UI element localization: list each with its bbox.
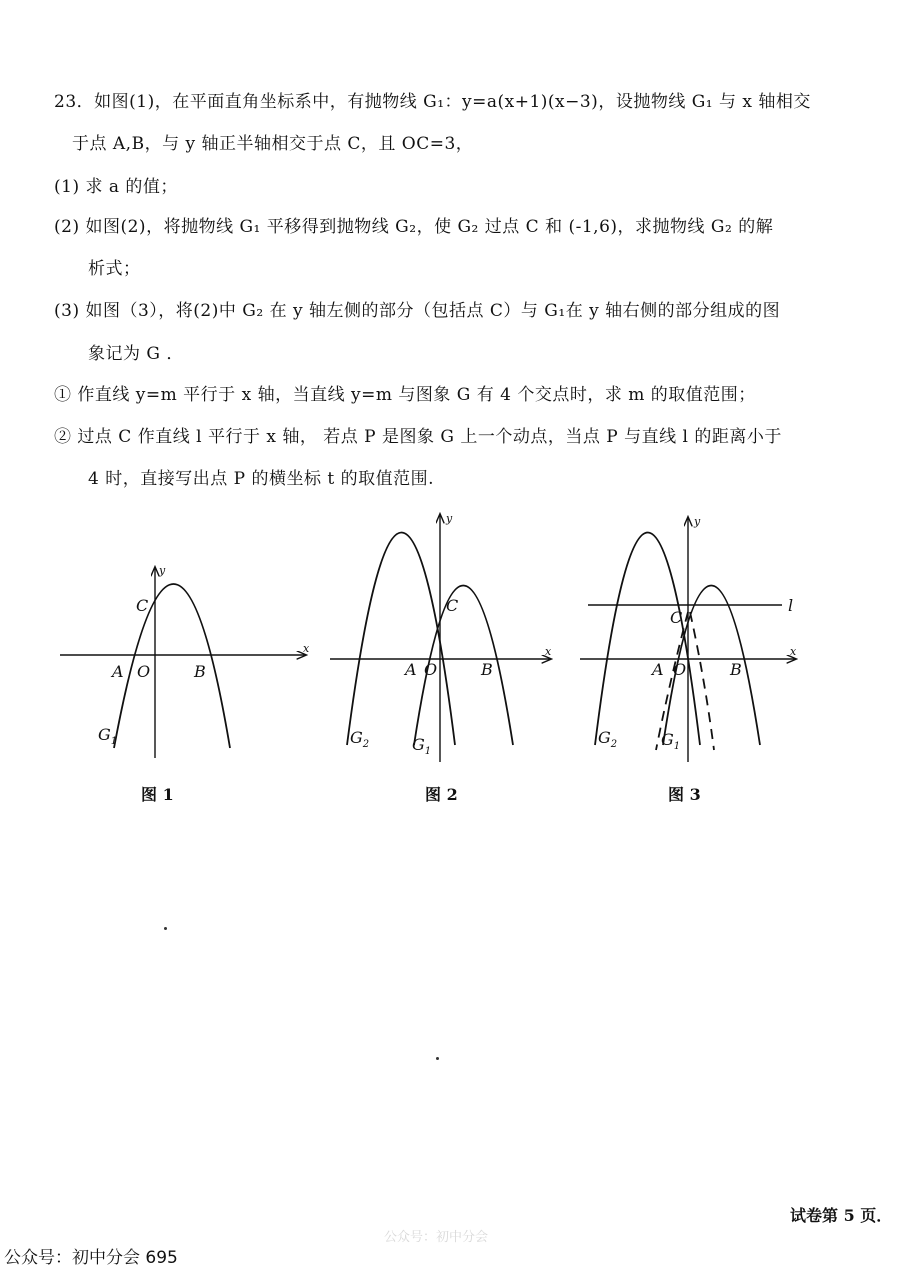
fig1-label-c: C [136,596,149,615]
fig1-caption: 图 1 [141,785,174,804]
figure-3 [580,515,797,762]
fig3-y-label: y [694,515,701,528]
problem-line-7: 象记为 G ． [88,344,184,364]
stray-dot [164,927,167,930]
figure-1 [60,564,310,758]
problem-line-9: ② 过点 C 作直线 l 平行于 x 轴， 若点 P 是图象 G 上一个动点，当点 P 与直线 l 的距离小于 [54,427,782,447]
figure-2 [330,512,552,762]
fig3-x-label: x [790,645,797,658]
problem-line-4: (2) 如图(2)，将抛物线 G₁ 平移得到抛物线 G₂，使 G₂ 过点 C 和 (-1,6)，求抛物线 G₂ 的解 [54,217,774,237]
watermark: 公众号：初中分会 [384,1230,489,1245]
problem-line-6: (3) 如图（3），将(2)中 G₂ 在 y 轴左侧的部分（包括点 C）与 G₁在 y 轴右侧的部分组成的图 [54,301,781,321]
fig1-label-o: O [137,662,151,681]
problem-line-2: 于点 A,B，与 y 轴正半轴相交于点 C，且 OC=3， [72,134,474,154]
fig3-label-a: A [652,660,664,679]
fig2-label-g2: $G_2$ [350,728,370,750]
account-footer: 公众号：初中分会 695 [4,1248,178,1268]
fig1-parabola-g1 [114,584,230,748]
fig3-label-g2: $G_2$ [598,728,618,750]
fig1-x-label: x [303,642,310,655]
fig1-label-a: A [112,662,124,681]
problem-line-3: (1) 求 a 的值； [54,177,178,197]
fig3-label-b: B [730,660,742,679]
fig3-label-c: C [670,608,683,627]
problem-line-8: ① 作直线 y=m 平行于 x 轴，当直线 y=m 与图象 G 有 4 个交点时，求 m 的取值范围； [54,385,756,405]
problem-line-1: 23．如图(1)，在平面直角坐标系中，有抛物线 G₁：y=a(x+1)(x−3)，设抛物线 G₁ 与 x 轴相交 [54,92,811,112]
fig2-label-o: O [424,660,438,679]
fig3-dashed-g1-left [690,612,714,750]
fig2-label-g1: $G_1$ [412,735,432,757]
fig3-label-o: O [673,660,687,679]
fig2-label-b: B [481,660,493,679]
problem-line-5: 析式； [88,259,141,279]
fig3-parabola-g2 [595,533,700,746]
fig3-label-g1: $G_1$ [661,730,681,752]
fig1-label-g1: $G_1$ [98,725,118,747]
fig2-label-a: A [405,660,417,679]
fig2-x-label: x [545,645,552,658]
stray-dot [436,1057,439,1060]
fig2-y-label: y [446,512,453,525]
fig3-caption: 图 3 [668,785,701,804]
fig1-label-b: B [194,662,206,681]
fig2-label-c: C [446,596,459,615]
page-number: 试卷第 5 页． [790,1206,893,1225]
fig2-caption: 图 2 [425,785,458,804]
fig1-y-label: y [159,564,166,577]
fig2-parabola-g2 [347,533,455,746]
problem-line-10: 4 时，直接写出点 P 的横坐标 t 的取值范围. [88,469,435,489]
fig3-label-l: l [788,596,794,615]
